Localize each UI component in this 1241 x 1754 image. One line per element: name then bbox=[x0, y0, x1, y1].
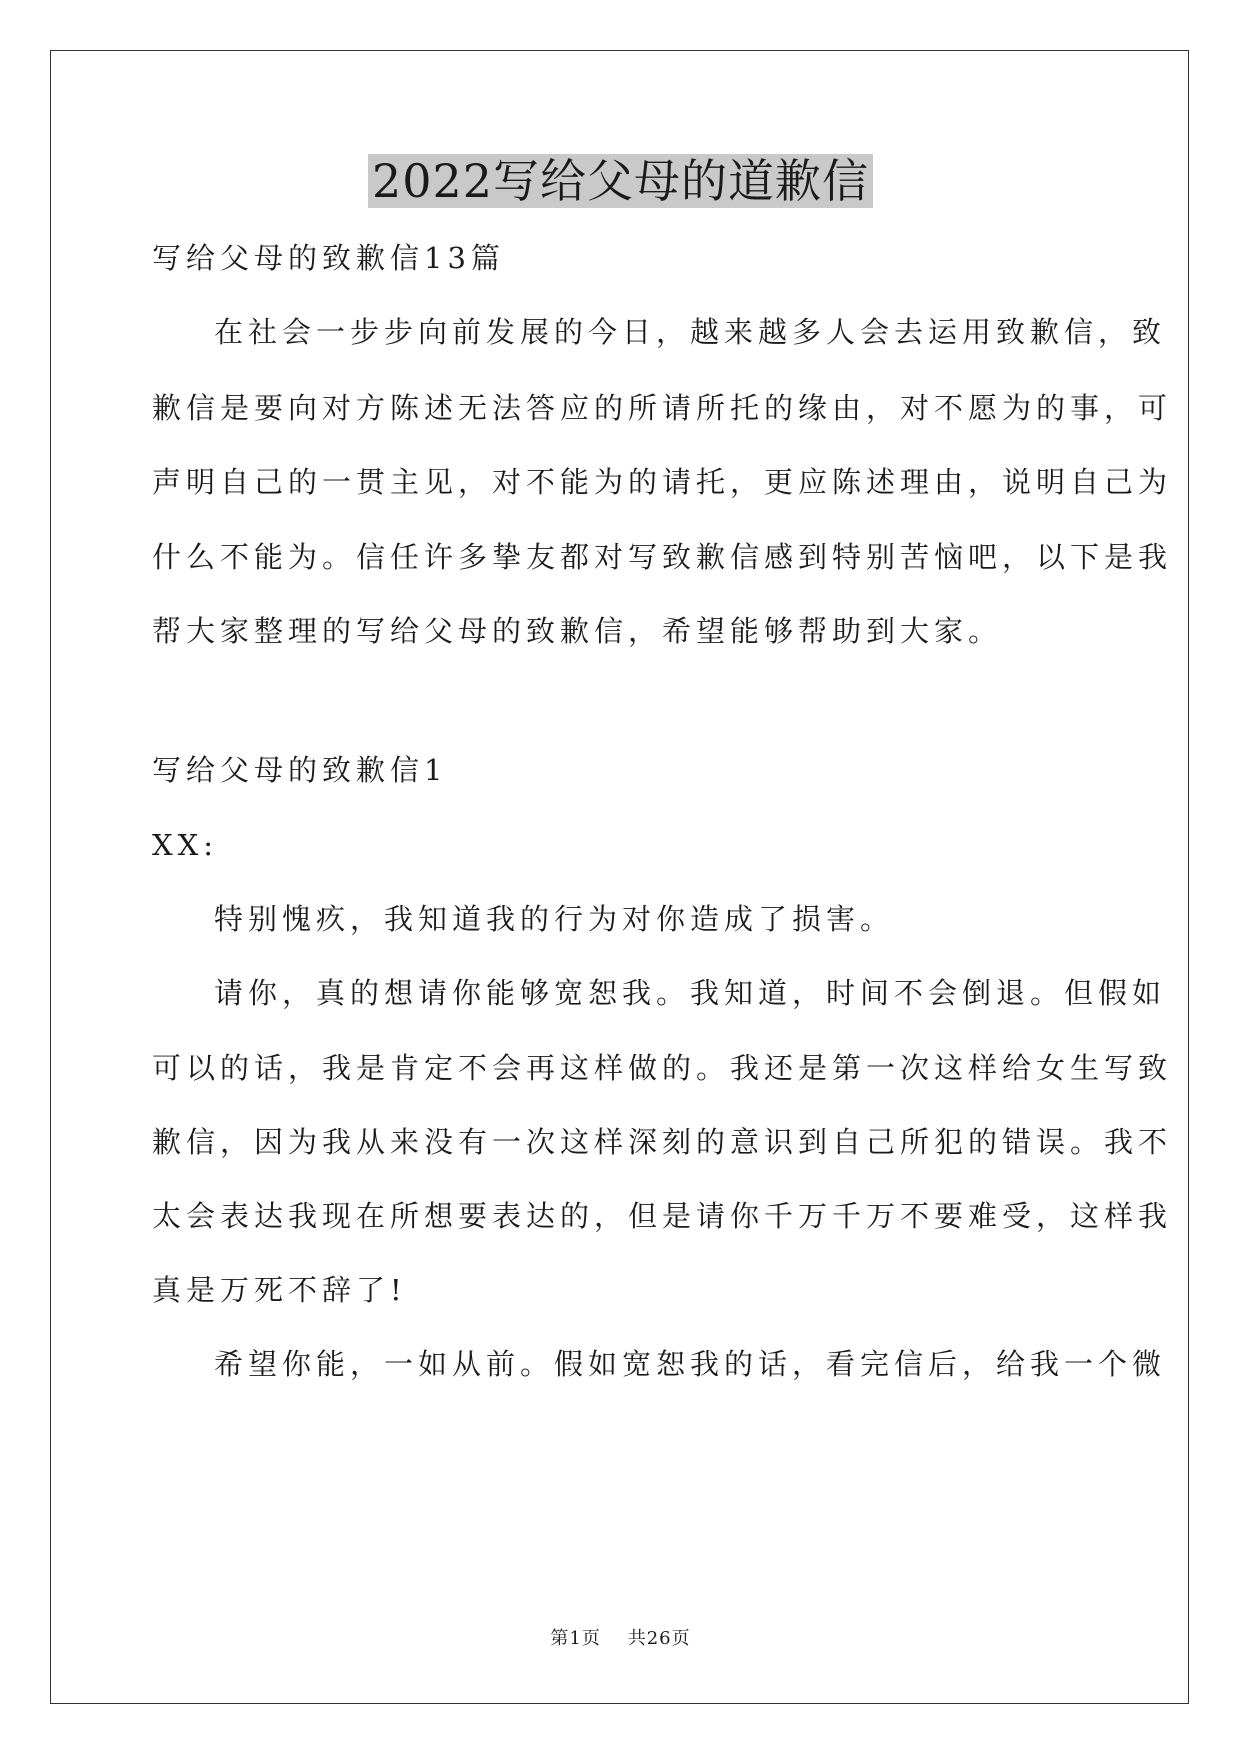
letter-paragraph-1: 特别愧疚，我知道我的行为对你造成了损害。 bbox=[214, 902, 895, 936]
intro-line-1: 在社会一步步向前发展的今日，越来越多人会去运用致歉信，致 bbox=[214, 315, 1167, 349]
intro-line-4: 什么不能为。信任许多挚友都对写致歉信感到特别苦恼吧，以下是我 bbox=[152, 540, 1173, 574]
document-title-text: 2022写给父母的道歉信 bbox=[368, 154, 873, 208]
intro-line-3: 声明自己的一贯主见，对不能为的请托，更应陈述理由，说明自己为 bbox=[152, 465, 1173, 499]
letter-paragraph-3: 希望你能，一如从前。假如宽恕我的话，看完信后，给我一个微 bbox=[214, 1347, 1167, 1381]
intro-line-2: 歉信是要向对方陈述无法答应的所请所托的缘由，对不愿为的事，可 bbox=[152, 391, 1173, 425]
page-border bbox=[50, 50, 1189, 1704]
letter-paragraph-2-line-3: 歉信，因为我从来没有一次这样深刻的意识到自己所犯的错误。我不 bbox=[152, 1125, 1173, 1159]
letter-paragraph-2-line-5: 真是万死不辞了! bbox=[152, 1273, 407, 1307]
page-number-footer: 第1页 共26页 bbox=[550, 1628, 691, 1649]
letter-paragraph-2-line-4: 太会表达我现在所想要表达的，但是请你千万千万不要难受，这样我 bbox=[152, 1199, 1173, 1233]
letter-heading: 写给父母的致歉信1 bbox=[152, 753, 448, 787]
intro-line-5: 帮大家整理的写给父母的致歉信，希望能够帮助到大家。 bbox=[152, 614, 1003, 648]
letter-paragraph-2-line-1: 请你，真的想请你能够宽恕我。我知道，时间不会倒退。但假如 bbox=[214, 976, 1167, 1010]
document-subtitle: 写给父母的致歉信13篇 bbox=[152, 241, 505, 275]
document-title bbox=[0, 152, 1241, 210]
letter-paragraph-2-line-2: 可以的话，我是肯定不会再这样做的。我还是第一次这样给女生写致 bbox=[152, 1051, 1173, 1085]
letter-salutation: XX: bbox=[152, 828, 219, 862]
